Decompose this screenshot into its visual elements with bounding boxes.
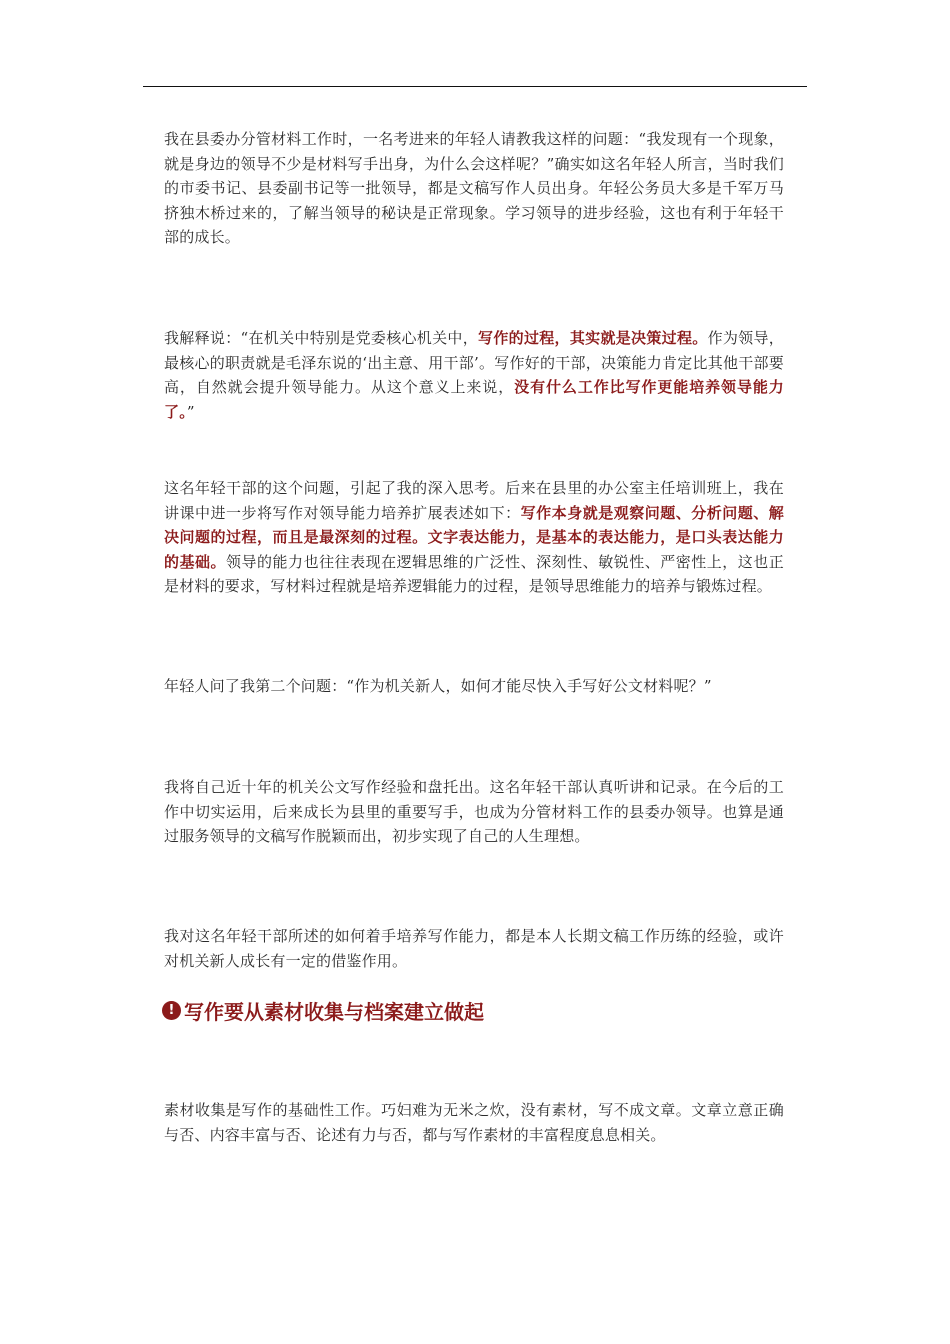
paragraph-5 [164, 775, 784, 849]
paragraph-text: 我在县委办分管材料工作时，一名考进来的年轻人请教我这样的问题：“我发现有一个现象，就是身边的领导不少是材料写手出身，为什么会这样呢？”确实如这名年轻人所言，当时我们的市委书记、县委副书记等一批领导，都是文稿写作人员出身。年轻公务员大多是千军万马挤独木桥过来的，了解当领导的秘诀是正常现象。学习领导的进步经验，这也有利于年轻干部的成长。 [164, 130, 784, 247]
paragraph-text: 年轻人问了我第二个问题：“作为机关新人，如何才能尽快入手写好公文材料呢？” [164, 677, 712, 695]
paragraph-4 [164, 674, 784, 699]
paragraph-text: 领导的能力也往往表现在逻辑思维的广泛性、深刻性、敏锐性、严密性上，这也正是材料的要求，写材料过程就是培养逻辑能力的过程，是领导思维能力的培养与锻炼过程。 [164, 552, 784, 596]
paragraph-text: ” [186, 402, 195, 421]
paragraph-7 [164, 1098, 784, 1147]
header-rule [143, 86, 807, 87]
paragraph-1 [164, 127, 784, 250]
paragraph-text: 作为领导，最核心的职责就是毛泽东说的‘出主意、用干部’。写作好的干部，决策能力肯定比其他干部要高，自然就会提升领导能力。从这个意义上来说， [164, 329, 784, 397]
paragraph-text: 我对这名年轻干部所述的如何着手培养写作能力，都是本人长期文稿工作历练的经验，或许对机关新人成长有一定的借鉴作用。 [164, 927, 784, 970]
paragraph-text: 我解释说：“在机关中特别是党委核心机关中， [164, 329, 479, 347]
paragraph-text: 素材收集是写作的基础性工作。巧妇难为无米之炊，没有素材，写不成文章。文章立意正确与否、内容丰富与否、论述有力与否，都与写作素材的丰富程度息息相关。 [164, 1101, 784, 1144]
exclamation-circle-icon: ! [162, 1001, 181, 1020]
highlighted-text: 写作本身就是观察问题、分析问题、解决问题的过程，而且是最深刻的过程。文字表达能力，是基本的表达能力，是口头表达能力的基础。 [164, 503, 784, 571]
highlighted-text: 写作的过程，其实就是决策过程。 [478, 329, 708, 347]
paragraph-2 [164, 326, 784, 424]
paragraph-text: 这名年轻干部的这个问题，引起了我的深入思考。后来在县里的办公室主任培训班上，我在讲课中进一步将写作对领导能力培养扩展表述如下： [164, 479, 784, 522]
section-heading-text: 写作要从素材收集与档案建立做起 [184, 999, 484, 1024]
paragraph-text: 我将自己近十年的机关公文写作经验和盘托出。这名年轻干部认真听讲和记录。在今后的工作中切实运用，后来成长为县里的重要写手，也成为分管材料工作的县委办领导。也算是通过服务领导的文稿写作脱颖而出，初步实现了自己的人生理想。 [164, 778, 784, 846]
section-heading [162, 995, 484, 1025]
paragraph-3 [164, 476, 784, 599]
paragraph-6 [164, 924, 784, 973]
highlighted-text: 没有什么工作比写作更能培养领导能力了。 [164, 378, 785, 421]
